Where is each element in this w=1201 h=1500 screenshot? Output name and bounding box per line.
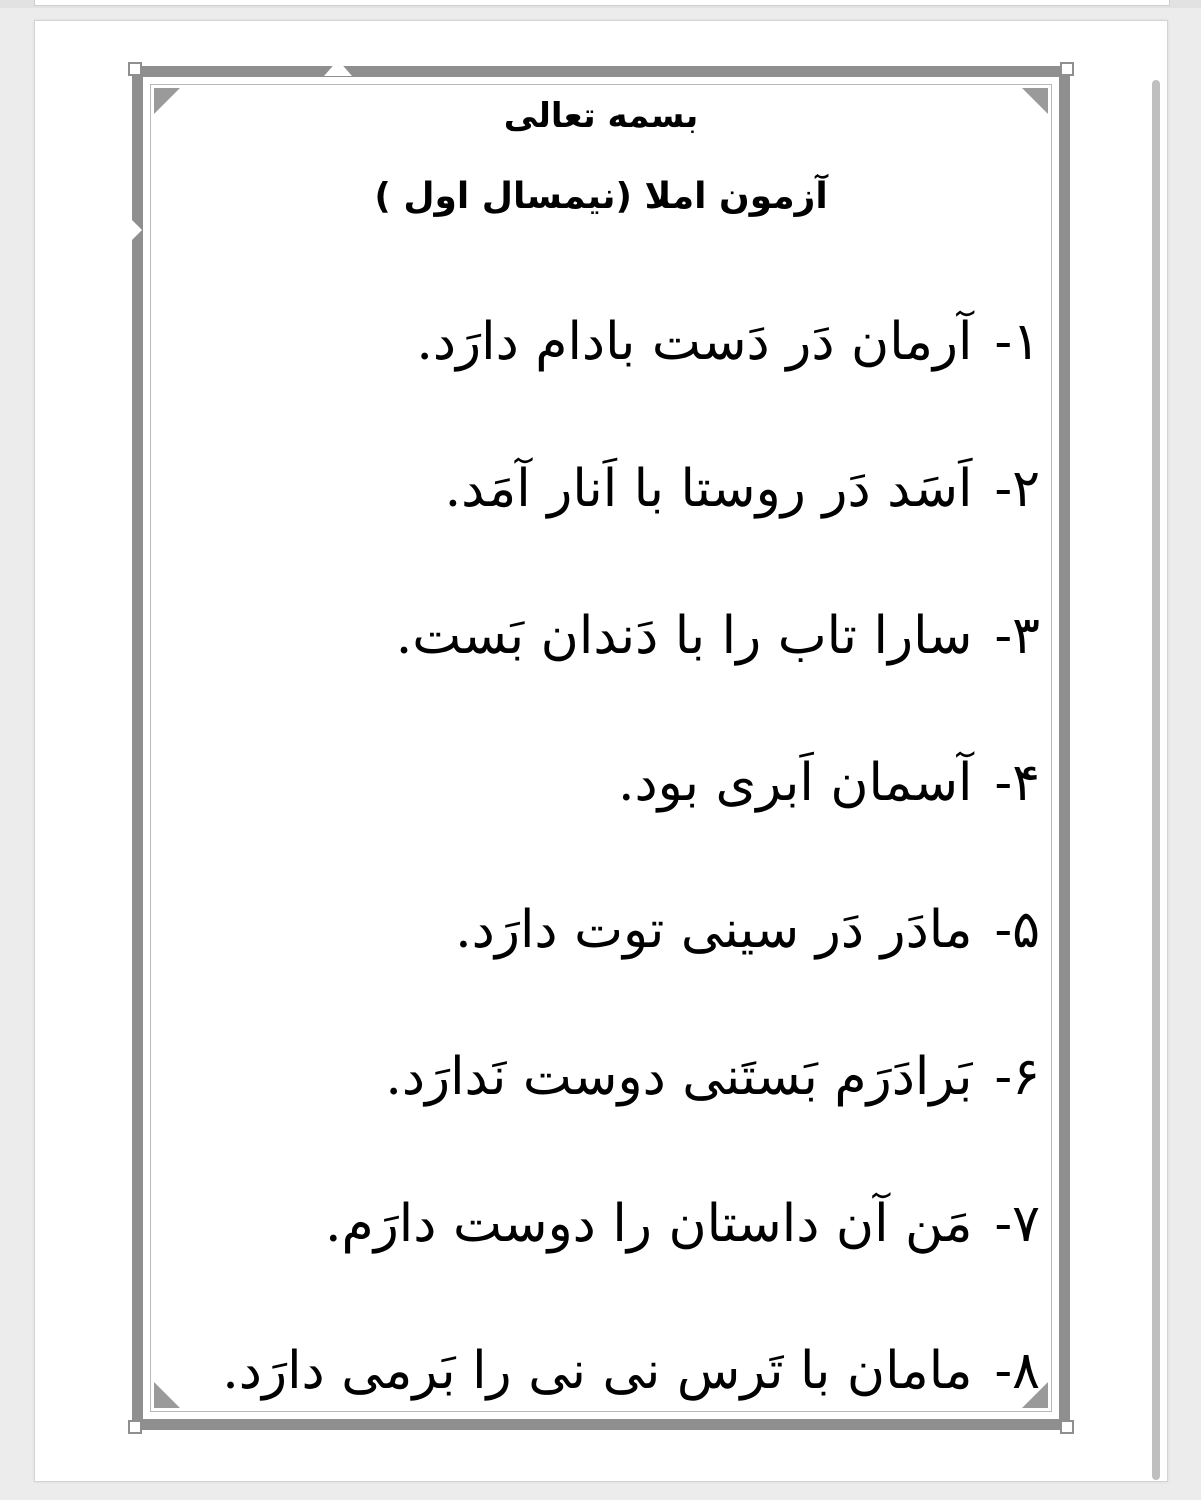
sentence-text: اَسَد دَر روستا با اَنار آمَد. (444, 458, 973, 519)
sentence-number: ۱- (994, 311, 1040, 372)
corner-square-top-right (1060, 62, 1074, 76)
basmala-heading: بسمه تعالی (503, 96, 699, 136)
corner-square-bottom-left (128, 1420, 142, 1434)
sentence-item (150, 709, 1040, 856)
sentence-text: سارا تاب را با دَندان بَست. (395, 605, 973, 666)
sentence-item (150, 415, 1040, 562)
previous-page-edge (34, 0, 1170, 6)
border-bar-top (138, 66, 1064, 77)
sentence-text: مامان با تَرس نی نی را بَرمی دارَد. (222, 1340, 973, 1401)
sentence-number: ۵- (994, 899, 1040, 960)
top-strip (0, 0, 1201, 8)
border-bar-right (1059, 72, 1070, 1424)
sentence-number: ۶- (994, 1046, 1040, 1107)
sentence-text: بَرادَرَم بَستَنی دوست نَدارَد. (385, 1046, 973, 1107)
sentence-item (150, 1150, 1040, 1297)
sentence-number: ۲- (994, 458, 1040, 519)
sentence-text: آسمان اَبری بود. (617, 752, 973, 813)
border-notch-top (324, 60, 352, 76)
sentence-item (150, 268, 1040, 415)
sentence-number: ۸- (994, 1340, 1040, 1401)
border-notch-left (124, 212, 142, 248)
sentence-item (150, 1297, 1040, 1444)
sentence-number: ۴- (994, 752, 1040, 813)
sentence-item (150, 856, 1040, 1003)
sentence-text: مادَر دَر سینی توت دارَد. (455, 899, 973, 960)
page-shadow-edge (1152, 80, 1160, 1480)
dictation-sentence-list (150, 268, 1040, 1444)
sentence-text: مَن آن داستان را دوست دارَم. (324, 1193, 973, 1254)
corner-square-bottom-right (1060, 1420, 1074, 1434)
sentence-text: آرمان دَر دَست بادام دارَد. (416, 311, 973, 372)
exam-title: آزمون املا (نیمسال اول ) (374, 176, 828, 217)
sentence-number: ۷- (994, 1193, 1040, 1254)
sentence-number: ۳- (994, 605, 1040, 666)
sentence-item (150, 562, 1040, 709)
sentence-item (150, 1003, 1040, 1150)
corner-square-top-left (128, 62, 142, 76)
border-bar-left (132, 72, 143, 1424)
